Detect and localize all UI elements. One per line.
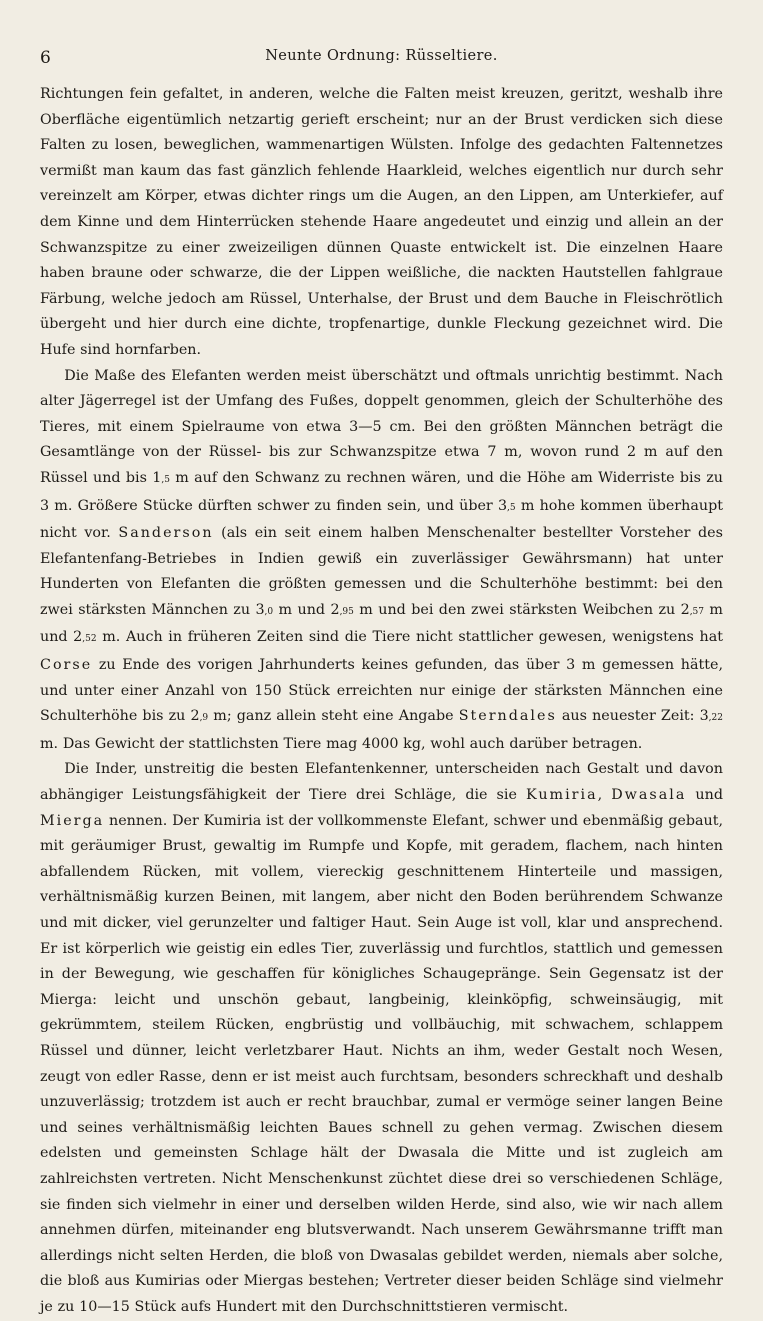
text-run: m und 2 [40, 601, 723, 646]
text-run: zu Ende des vorigen Jahrhunderts keines gefunden, das über 3 m gemessen hätte, und unter einer Anzahl von 150 Stück erreichten nur einige der stärksten Männchen eine Schulterhöhe bis zu 2 [40, 657, 723, 725]
page-header [40, 42, 723, 70]
spaced-name: Mierga [40, 812, 105, 829]
page-number: 6 [40, 48, 51, 68]
spaced-name: Corse [40, 657, 93, 674]
running-head: Neunte Ordnung: Rüsseltiere. [265, 48, 498, 64]
decimal-subscript: ,5 [507, 502, 516, 513]
text-run: (als ein seit einem halben Menschenalter bestellter Vorsteher des Elefantenfang-Betriebes in Indien gewiß ein zuverlässiger Gewährsmann) hat unter Hunderten von Elefanten die größten gemessen und die Schulterhöhe bestimmt: bei den zwei stärksten Männchen zu 3 [40, 525, 723, 618]
decimal-subscript: ,57 [689, 606, 705, 617]
decimal-subscript: ,52 [82, 634, 97, 645]
paragraph [40, 364, 723, 758]
decimal-subscript: ,9 [199, 713, 209, 724]
decimal-subscript: ,0 [264, 606, 274, 617]
text-run: , [597, 787, 612, 804]
paragraph [40, 757, 723, 1320]
text-run: Richtungen fein gefaltet, in anderen, welche die Falten meist kreuzen, geritzt, weshalb ihre Oberfläche eigentümlich netzartig gerieft erscheint; nur an der Brust verdicken sich diese Falten zu losen, beweglichen, wammenartigen Wülsten. Infolge des gedachten Faltennetzes vermißt man kaum das fast gänzlich fehlende Haarkleid, welches eigentlich nur durch sehr vereinzelt am Körper, etwas dichter rings um die Augen, an den Lippen, am Unterkiefer, auf dem Kinne und dem Hinterrücken stehende Haare angedeutet und einzig und allein an der Schwanzspitze zu einer zweizeiligen dünnen Quaste entwickelt ist. Die einzelnen Haare haben braune oder schwarze, die der Lippen weißliche, die nackten Hautstellen fahlgraue Färbung, welche jedoch am Rüssel, Unterhalse, der Brust und dem Bauche in Fleischrötlich übergeht und hier durch eine dichte, tropfenartige, dunkle Fleckung gezeichnet wird. Die Hufe sind hornfarben. [40, 86, 723, 358]
text-run: nennen. Der Kumiria ist der vollkommenste Elefant, schwer und ebenmäßig gebaut, mit geräumiger Brust, gewaltig im Rumpfe und Kopfe, mit geradem, flachem, nach hinten abfallendem Rücken, mit vollem, viereckig geschnittenem Hinterteile und massigen, verhältnismäßig kurzen Beinen, mit langem, aber nicht den Boden berührendem Schwanze und mit dicker, viel gerunzelter und faltiger Haut. Sein Auge ist voll, klar und ansprechend. Er ist körperlich wie geistig ein edles Tier, zuverlässig und furchtlos, stattlich und gemessen in der Bewegung, wie geschaffen für königliches Schaugepränge. Sein Gegensatz ist der Mierga: leicht und unschön gebaut, langbeinig, kleinköpfig, schweinsäugig, mit gekrümmtem, steilem Rücken, engbrüstig und vollbäuchig, mit schwachem, schlappem Rüssel und dünner, leicht verletzbarer Haut. Nichts an ihm, weder Gestalt noch Wesen, zeugt von edler Rasse, denn er ist meist auch furchtsam, besonders schreckhaft und deshalb unzuverlässig; trotzdem ist auch er recht brauchbar, zumal er vermöge seiner langen Beine und seines verhältnismäßig leichten Baues schnell zu gehen vermag. Zwischen diesem edelsten und gemeinsten Schlage hält der Dwasala die Mitte und ist zugleich am zahlreichsten vertreten. Nicht Menschenkunst züchtet diese drei so verschiedenen Schläge, sie finden sich vielmehr in einer und derselben wilden Herde, sind also, wie wir nach allem annehmen dürfen, miteinander eng blutsverwandt. Nach unserem Gewährsmanne trifft man allerdings nicht selten Herden, die bloß von Dwasalas gebildet werden, niemals aber solche, die bloß aus Kumirias oder Miergas bestehen; Vertreter dieser beiden Schläge sind vielmehr je zu 10—15 Stück aufs Hundert mit den Durchschnittstieren vermischt. [40, 812, 723, 1315]
spaced-name: Sanderson [118, 525, 214, 542]
decimal-subscript: ,22 [708, 713, 723, 724]
paragraph [40, 82, 723, 364]
text-run: Die Inder, unstreitig die besten Elefantenkenner, unterscheiden nach Gestalt und davon abhängiger Leistungsfähigkeit der Tiere drei Schläge, die sie [40, 761, 723, 804]
body-text [40, 82, 723, 1321]
text-run: m. Das Gewicht der stattlichsten Tiere mag 4000 kg, wohl auch darüber betragen. [40, 735, 643, 752]
text-run: m auf den Schwanz zu rechnen wären, und die Höhe am Widerriste bis zu 3 m. Größere Stücke dürften schwer zu finden sein, und über 3 [40, 469, 724, 514]
text-run: m und 2 [273, 601, 340, 618]
text-run: Die Maße des Elefanten werden meist überschätzt und oftmals unrichtig bestimmt. Nach alter Jägerregel ist der Umfang des Fußes, doppelt genommen, gleich der Schulterhöhe des Tieres, mit einem Spielraume von etwa 3—5 cm. Bei den größten Männchen beträgt die Gesamtlänge von der Rüssel- bis zur Schwanzspitze etwa 7 m, wovon rund 2 m auf den Rüssel und bis 1 [40, 367, 723, 486]
text-run: aus neuester Zeit: 3 [556, 708, 709, 725]
spaced-name: Sterndales [458, 708, 557, 725]
text-run: m hohe kommen überhaupt nicht vor. [40, 497, 723, 542]
text-run: m und bei den zwei stärksten Weibchen zu 2 [353, 601, 690, 618]
decimal-subscript: ,5 [161, 474, 170, 485]
spaced-name: Dwasala [611, 787, 687, 804]
decimal-subscript: ,95 [339, 606, 354, 617]
text-run: m; ganz allein steht eine Angabe [208, 708, 459, 725]
text-run: und [686, 787, 723, 804]
text-run: m. Auch in früheren Zeiten sind die Tiere nicht stattlicher gewesen, wenigstens hat [96, 629, 723, 646]
spaced-name: Kumiria [525, 787, 598, 804]
